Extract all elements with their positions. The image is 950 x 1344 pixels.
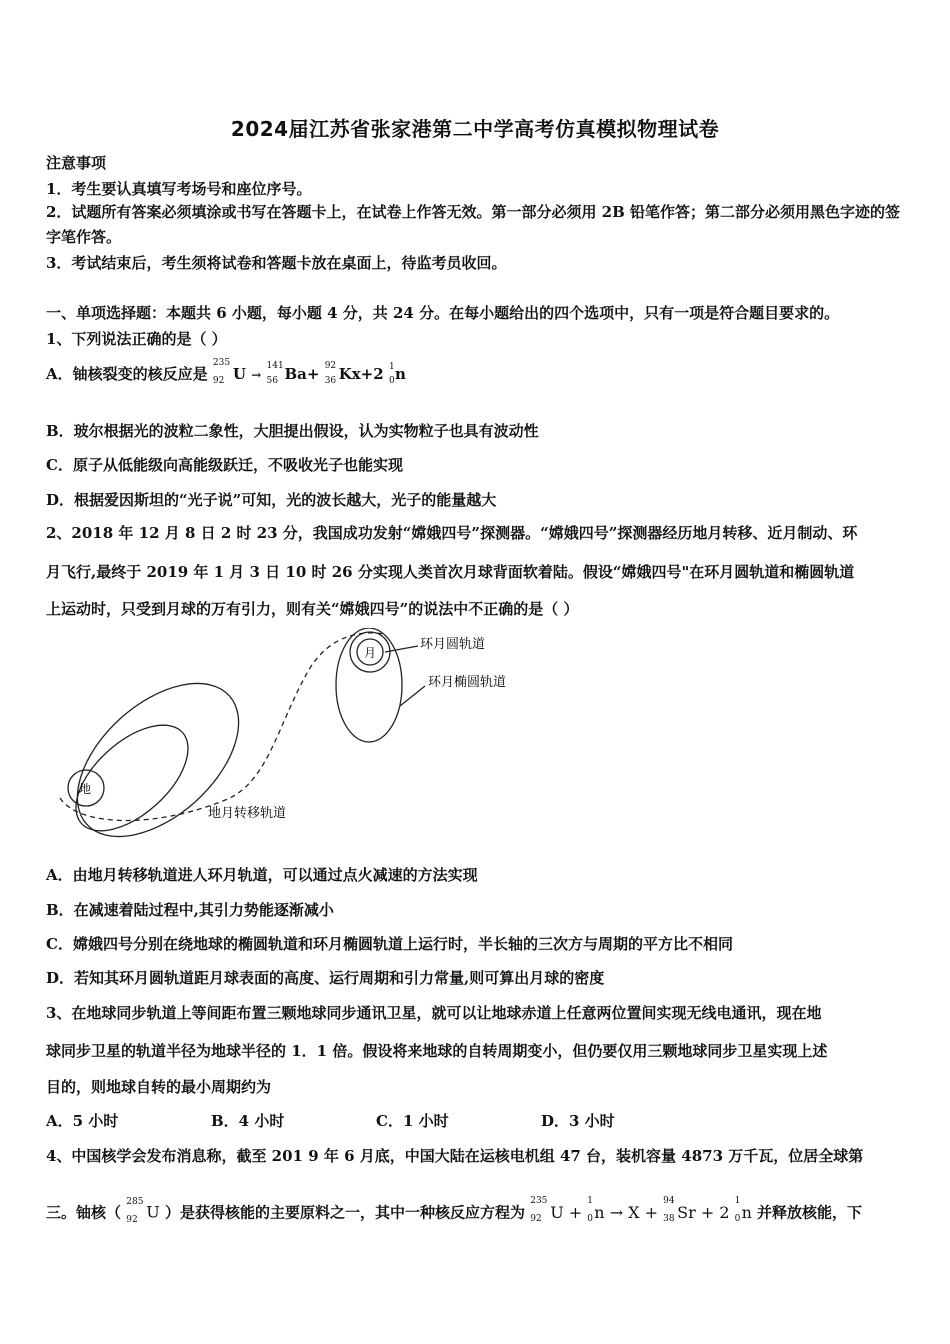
q4-line2-mid: ）是获得核能的主要原料之一，其中一种核反应方程为 bbox=[164, 1203, 525, 1222]
notice-item-1: 1．考生要认真填写考场号和座位序号。 bbox=[46, 180, 312, 198]
ba-number: 56 bbox=[266, 376, 278, 386]
eq-u-number: 92 bbox=[530, 1214, 542, 1224]
neutron-number: 0 bbox=[388, 376, 395, 386]
u285-number: 92 bbox=[126, 1214, 138, 1225]
q2-stem-line-2: 月飞行,最终于 2019 年 1 月 3 日 10 时 26 分实现人类首次月球背面软着陆。假设“嫦娥四号"在环月圆轨道和椭圆轨道 bbox=[46, 563, 855, 581]
neutron-nuclide bbox=[389, 364, 395, 386]
earth-inner-orbit bbox=[57, 706, 206, 838]
kr-symbol: Kx+2 bbox=[338, 365, 384, 383]
q1-stem: 1、下列说法正确的是（ ） bbox=[46, 330, 227, 348]
q4-equation bbox=[530, 1196, 757, 1224]
q1-option-a bbox=[46, 358, 406, 386]
q1-option-a-text: A．铀核裂变的核反应是 bbox=[46, 365, 208, 383]
transfer-orbit-label: 地月转移轨道 bbox=[208, 806, 287, 821]
q2-stem-line-3: 上运动时，只受到月球的万有引力，则有关“嫦娥四号”的说法中不正确的是（ ） bbox=[46, 600, 579, 618]
page-title: 2024届江苏省张家港第二中学高考仿真模拟物理试卷 bbox=[230, 117, 720, 141]
eq-sr-nuclide bbox=[663, 1196, 677, 1226]
u235-mass: 235 bbox=[212, 358, 231, 368]
notice-item-3: 3．考试结束后，考生须将试卷和答题卡放在桌面上，待监考员收回。 bbox=[46, 254, 507, 272]
eq-n2-mass: 1 bbox=[734, 1196, 741, 1206]
eq-n1-number: 0 bbox=[587, 1214, 594, 1224]
neutron-symbol: n bbox=[394, 365, 406, 383]
notice-item-2: 2．试题所有答案必须填涂或书写在答题卡上，在试卷上作答无效。第一部分必须用 2B 铅笔作答；第二部分必须用黑色字迹的签字笔作答。 bbox=[46, 203, 901, 246]
q3-stem-line-3: 目的，则地球自转的最小周期约为 bbox=[46, 1078, 272, 1096]
circular-orbit-label: 环月圆轨道 bbox=[420, 637, 486, 652]
eq-n2-nuclide bbox=[734, 1196, 742, 1226]
eq-u-nuclide bbox=[530, 1196, 550, 1226]
q2-option-d: D．若知其环月圆轨道距月球表面的高度、运行周期和引力常量,则可算出月球的密度 bbox=[46, 969, 605, 987]
kr-mass: 92 bbox=[324, 361, 337, 371]
transfer-orbit bbox=[60, 633, 385, 821]
q3-option-c: C．1 小时 bbox=[376, 1112, 449, 1130]
q4-stem-line-2 bbox=[46, 1196, 863, 1227]
notice-heading: 注意事项 bbox=[46, 154, 107, 172]
q1-option-c: C．原子从低能级向高能级跃迁，不吸收光子也能实现 bbox=[46, 456, 403, 474]
ba-mass: 141 bbox=[266, 361, 284, 371]
kr-nuclide bbox=[324, 361, 339, 386]
q3-options bbox=[46, 1110, 706, 1131]
elliptical-orbit-label: 环月椭圆轨道 bbox=[428, 675, 507, 690]
ba-symbol: Ba+ bbox=[284, 365, 320, 383]
q3-option-b: B．4 小时 bbox=[211, 1112, 285, 1130]
eq-n1-mass: 1 bbox=[587, 1196, 594, 1206]
eq-u-mass: 235 bbox=[530, 1196, 548, 1206]
section-heading: 一、单项选择题：本题共 6 小题，每小题 4 分，共 24 分。在每小题给出的四个选项中，只有一项是符合题目要求的。 bbox=[46, 304, 840, 322]
u285-nuclide bbox=[126, 1196, 146, 1227]
u285-symbol: U bbox=[146, 1202, 160, 1222]
neutron-mass: 1 bbox=[388, 362, 395, 372]
q1-option-d: D．根据爱因斯坦的“光子说”可知，光的波长越大，光子的能量越大 bbox=[46, 491, 497, 509]
ellipse-orbit-leader bbox=[400, 686, 425, 706]
eq-u-symbol: U + bbox=[550, 1202, 583, 1222]
u235-number: 92 bbox=[212, 376, 225, 386]
eq-sr-number: 38 bbox=[663, 1214, 675, 1224]
q2-option-b: B．在减速着陆过程中,其引力势能逐渐减小 bbox=[46, 901, 334, 919]
u235-nuclide bbox=[212, 358, 233, 386]
eq-sr-symbol: Sr + 2 bbox=[677, 1202, 730, 1222]
u-symbol: U bbox=[232, 365, 246, 383]
eq-n1-symbol: n → X + bbox=[594, 1202, 659, 1222]
q3-stem-line-1: 3、在地球同步轨道上等间距布置三颗地球同步通讯卫星，就可以让地球赤道上任意两位置间实现无线电通讯，现在地 bbox=[46, 1004, 822, 1022]
earth-label: 地 bbox=[79, 782, 92, 796]
orbit-diagram bbox=[40, 628, 540, 838]
ba-nuclide bbox=[266, 361, 285, 386]
q2-stem-line-1: 2、2018 年 12 月 8 日 2 时 23 分，我国成功发射“嫦娥四号”探测器。“嫦娥四号”探测器经历地月转移、近月制动、环 bbox=[46, 524, 858, 542]
q2-option-c: C．嫦娥四号分别在绕地球的椭圆轨道和环月椭圆轨道上运行时，半长轴的三次方与周期的平方比不相同 bbox=[46, 935, 733, 953]
moon-label: 月 bbox=[364, 646, 377, 660]
q4-stem-line-1: 4、中国核学会发布消息称，截至 201 9 年 6 月底，中国大陆在运核电机组 47 台，装机容量 4873 万千瓦，位居全球第 bbox=[46, 1147, 864, 1165]
q3-stem-line-2: 球同步卫星的轨道半径为地球半径的 1．1 倍。假设将来地球的自转周期变小，但仍要仅用三颗地球同步卫星实现上述 bbox=[46, 1042, 828, 1060]
eq-n1-nuclide bbox=[587, 1196, 594, 1226]
q2-option-a: A．由地月转移轨道进人环月轨道，可以通过点火减速的方法实现 bbox=[46, 866, 478, 884]
u285-mass: 285 bbox=[126, 1196, 144, 1207]
q4-line2-suffix: 并释放核能，下 bbox=[757, 1203, 863, 1222]
q1-option-b: B．玻尔根据光的波粒二象性，大胆提出假设，认为实物粒子也具有波动性 bbox=[46, 422, 539, 440]
q3-option-a: A．5 小时 bbox=[46, 1112, 119, 1130]
eq-n2-number: 0 bbox=[734, 1214, 741, 1224]
reaction-arrow: → bbox=[251, 368, 262, 382]
eq-sr-mass: 94 bbox=[663, 1196, 675, 1206]
q4-line2-prefix: 三。铀核（ bbox=[46, 1203, 122, 1222]
kr-number: 36 bbox=[324, 376, 337, 386]
q3-option-d: D．3 小时 bbox=[541, 1112, 615, 1130]
eq-n2-symbol: n bbox=[741, 1202, 752, 1222]
